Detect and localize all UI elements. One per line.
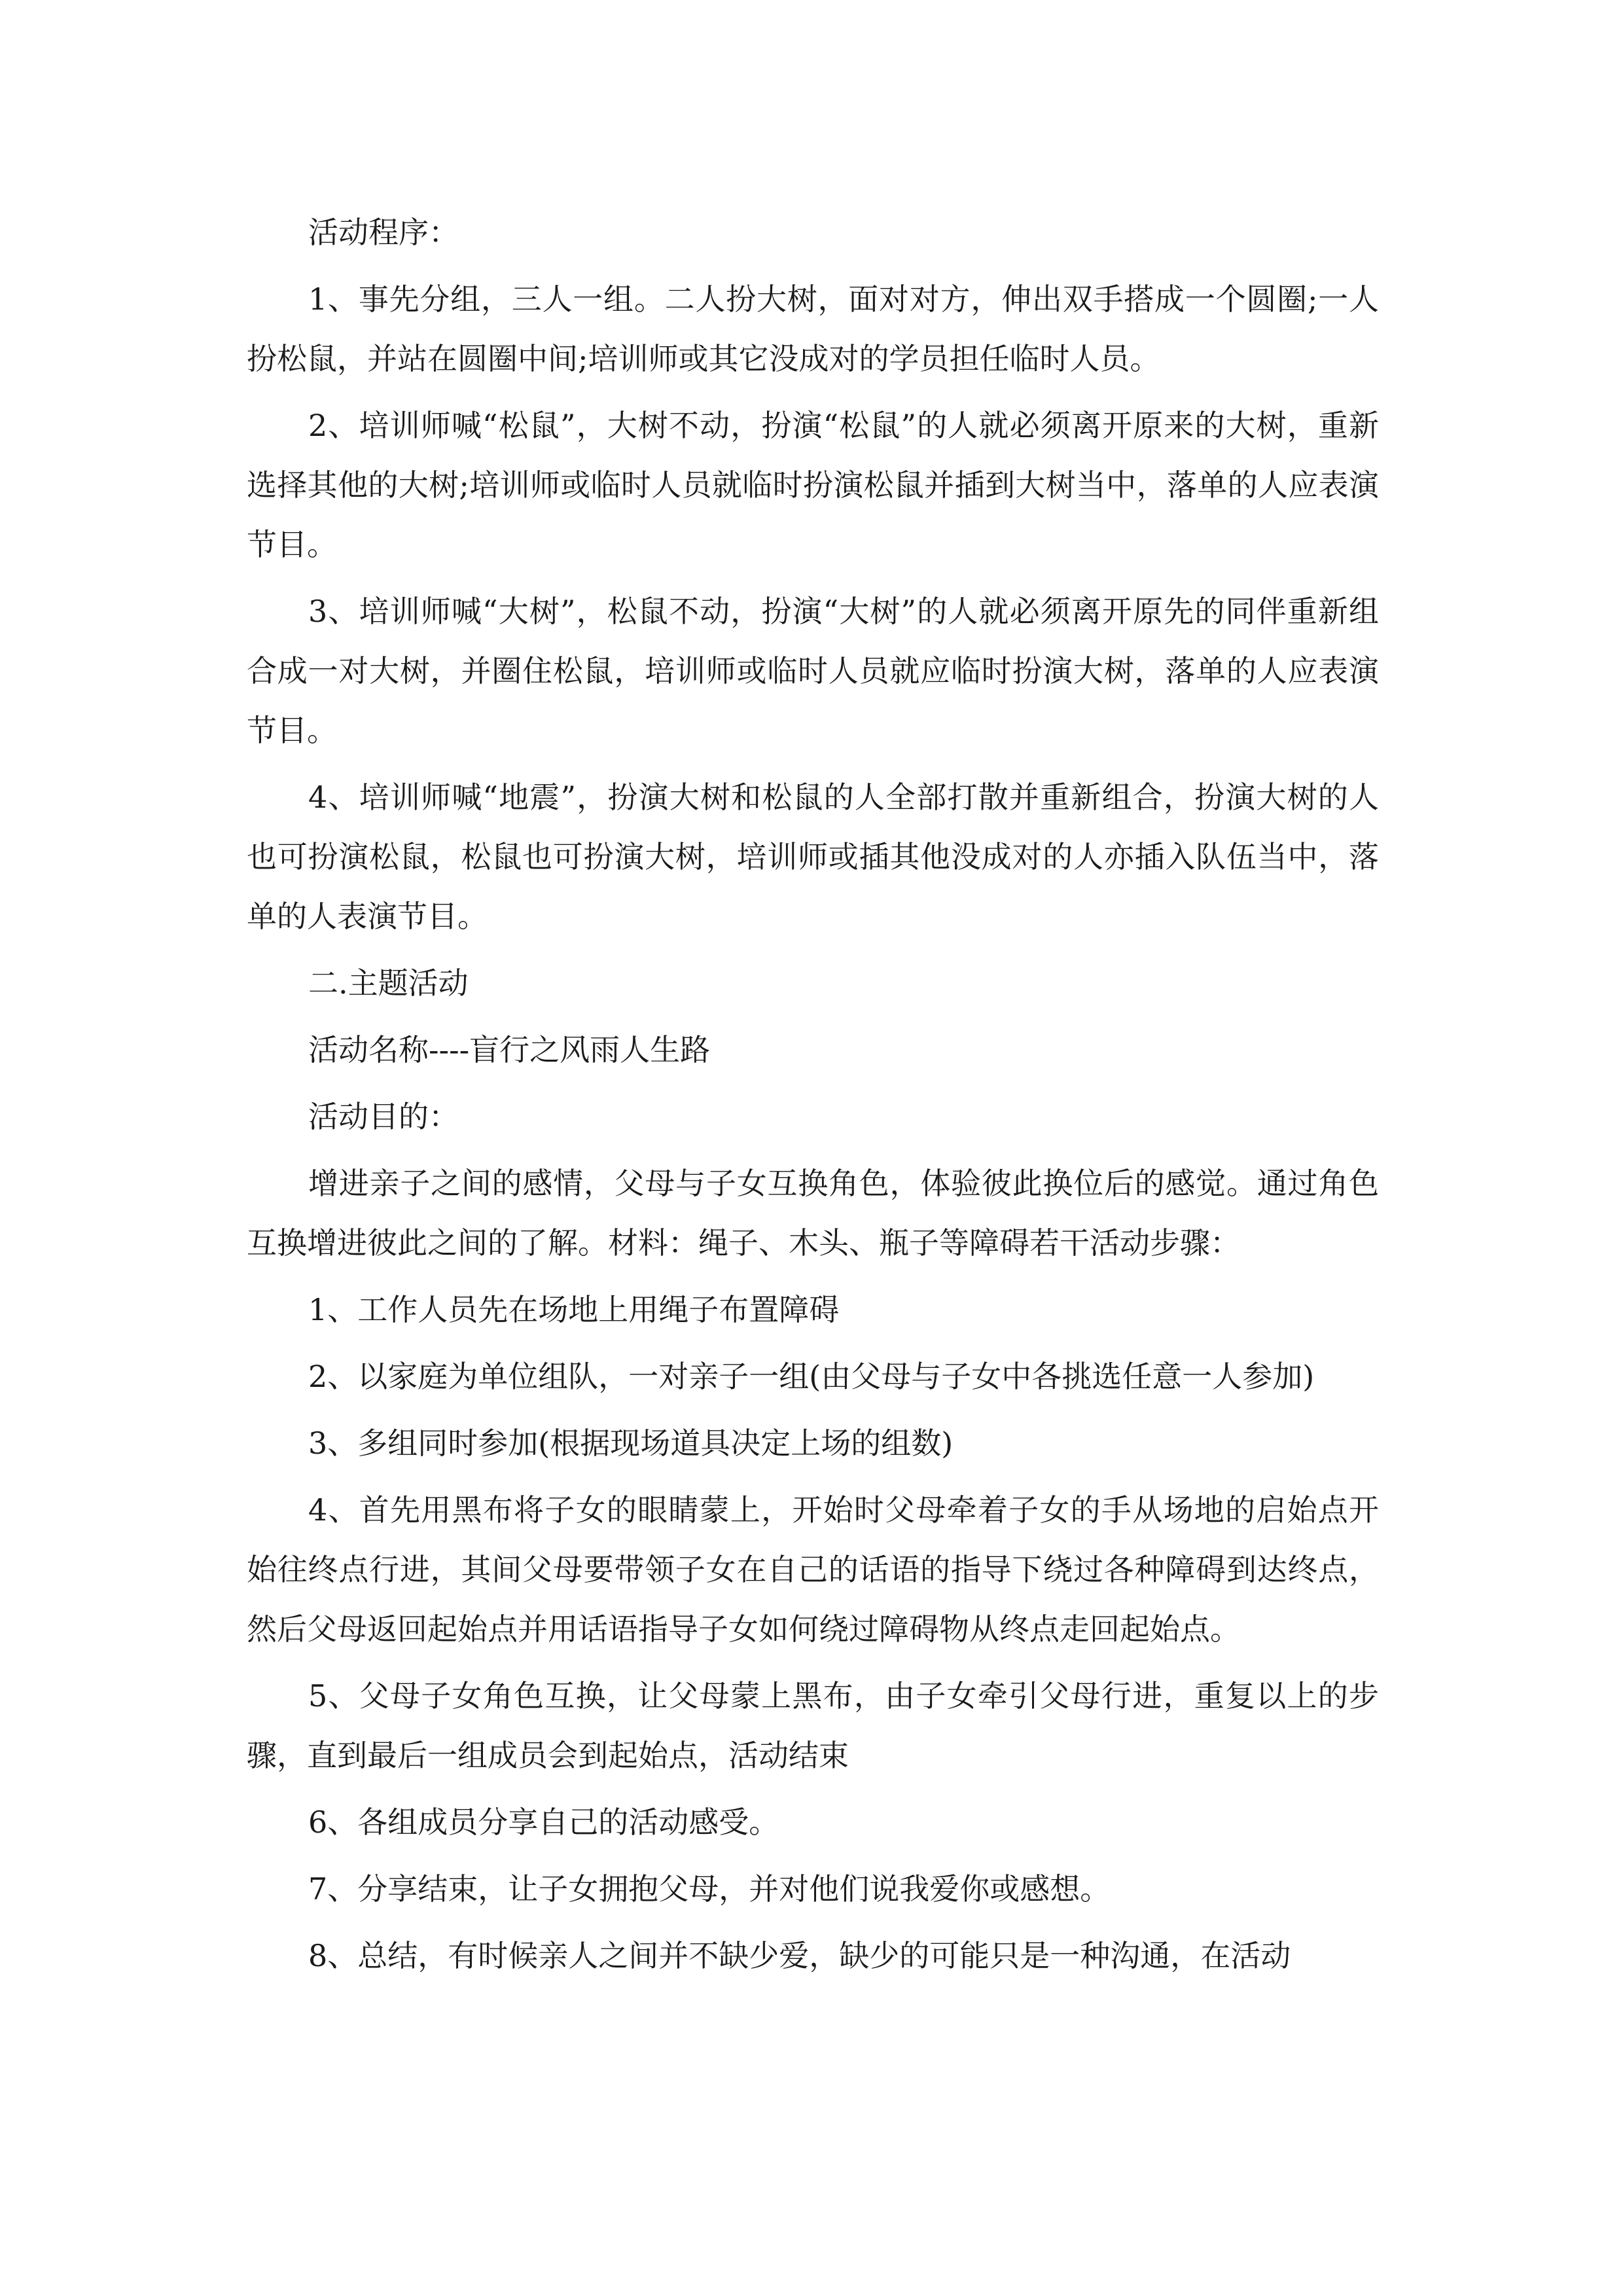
document-body — [247, 203, 1379, 1993]
paragraph-step-4: 4、培训师喊“地震”，扮演大树和松鼠的人全部打散并重新组合，扮演大树的人也可扮演松鼠，松鼠也可扮演大树，培训师或插其他没成对的人亦插入队伍当中，落单的人表演节目。 — [247, 780, 1379, 934]
paragraph-activity-step-2: 2、以家庭为单位组队，一对亲子一组(由父母与子女中各挑选任意一人参加) — [308, 1359, 1315, 1394]
paragraph-activity-purpose: 增进亲子之间的感情，父母与子女互换角色，体验彼此换位后的感觉。通过角色互换增进彼此之间的了解。材料：绳子、木头、瓶子等障碍若干活动步骤： — [247, 1166, 1379, 1261]
paragraph-step-2: 2、培训师喊“松鼠”，大树不动，扮演“松鼠”的人就必须离开原来的大树，重新选择其他的大树;培训师或临时人员就临时扮演松鼠并插到大树当中，落单的人应表演节目。 — [247, 408, 1379, 562]
paragraph-activity-step-5: 5、父母子女角色互换，让父母蒙上黑布，由子女牵引父母行进，重复以上的步骤，直到最后一组成员会到起始点，活动结束 — [247, 1678, 1379, 1773]
paragraph-activity-step-7: 7、分享结束，让子女拥抱父母，并对他们说我爱你或感想。 — [308, 1871, 1111, 1907]
paragraph-activity-purpose-heading: 活动目的： — [308, 1099, 459, 1134]
paragraph-activity-step-6: 6、各组成员分享自己的活动感受。 — [308, 1804, 779, 1840]
paragraph-activity-step-8: 8、总结，有时候亲人之间并不缺少爱，缺少的可能只是一种沟通，在活动 — [308, 1938, 1291, 1973]
paragraph-activity-step-4: 4、首先用黑布将子女的眼睛蒙上，开始时父母牵着子女的手从场地的启始点开始往终点行进，其间父母要带领子女在自己的话语的指导下绕过各种障碍到达终点，然后父母返回起始点并用话语指导子女如何绕过障碍物从终点走回起始点。 — [247, 1492, 1379, 1647]
paragraph-activity-name: 活动名称----盲行之风雨人生路 — [308, 1032, 711, 1067]
paragraph-activity-step-1: 1、工作人员先在场地上用绳子布置障碍 — [308, 1292, 840, 1327]
paragraph-procedure-heading: 活动程序： — [308, 215, 459, 250]
paragraph-step-1: 1、事先分组，三人一组。二人扮大树，面对对方，伸出双手搭成一个圆圈;一人扮松鼠，并站在圆圈中间;培训师或其它没成对的学员担任临时人员。 — [247, 281, 1379, 376]
paragraph-activity-step-3: 3、多组同时参加(根据现场道具决定上场的组数) — [308, 1426, 954, 1461]
section-heading-theme-activity: 二.主题活动 — [308, 965, 469, 1001]
paragraph-step-3: 3、培训师喊“大树”，松鼠不动，扮演“大树”的人就必须离开原先的同伴重新组合成一对大树，并圈住松鼠，培训师或临时人员就应临时扮演大树，落单的人应表演节目。 — [247, 594, 1379, 748]
